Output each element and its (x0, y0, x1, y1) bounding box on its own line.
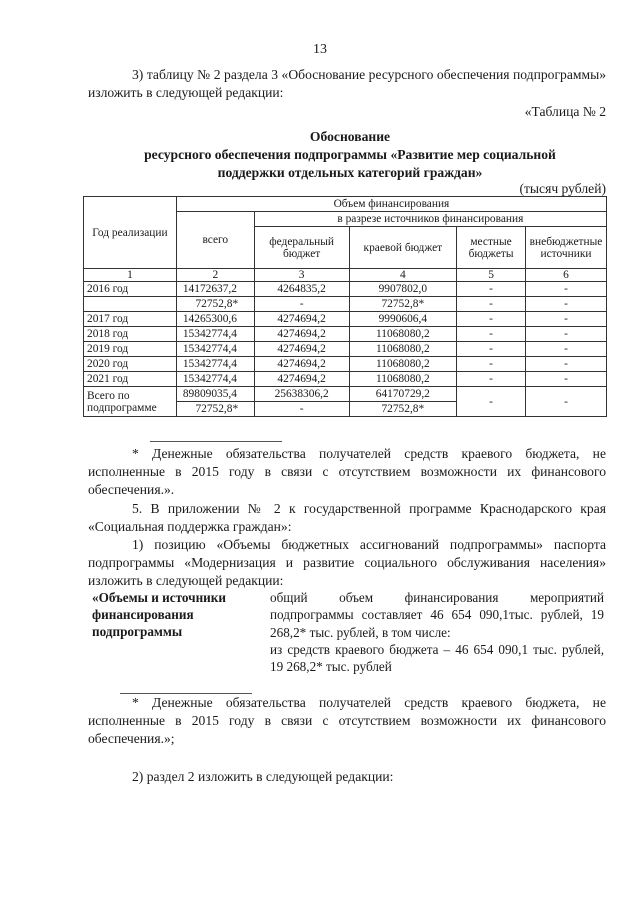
table-row (84, 312, 607, 327)
offbudget-cell: - (525, 312, 606, 327)
passport-text-regional: из средств краевого бюджета – 46 654 090,1 тыс. рублей, 19 268,2* тыс. рублей (270, 641, 604, 675)
header-by-source: в разрезе источников финансирования (254, 212, 606, 227)
year-cell: 2019 год (84, 342, 177, 357)
offbudget-cell: - (525, 387, 606, 417)
federal-cell: - (254, 297, 349, 312)
year-cell: 2020 год (84, 357, 177, 372)
federal-cell: 4274694,2 (254, 312, 349, 327)
paragraph-5: 5. В приложении № 2 к государственной программе Краснодарского края «Социальная поддержка граждан»: (88, 501, 606, 534)
federal-cell: 4274694,2 (254, 357, 349, 372)
federal-cell: 4264835,2 (254, 282, 349, 297)
offbudget-cell: - (525, 297, 606, 312)
total-row (84, 387, 607, 402)
title-line-2: ресурсного обеспечения подпрограммы «Развитие мер социальной (144, 147, 556, 162)
passport-text-total: общий объем финансирования мероприятий подпрограммы составляет 46 654 090,1тыс. рублей, 19 268,2* тыс. рублей, в том числе: (270, 590, 604, 640)
table-row (84, 357, 607, 372)
offbudget-cell: - (525, 372, 606, 387)
regional-cell: 11068080,2 (349, 372, 457, 387)
year-cell: 2018 год (84, 327, 177, 342)
index-cell: 4 (349, 269, 457, 282)
table-row (84, 372, 607, 387)
regional-cell: 11068080,2 (349, 327, 457, 342)
year-cell: 2016 год (84, 282, 177, 297)
index-cell: 5 (457, 269, 526, 282)
passport-label: «Объемы и источники финансирования подпрограммы (92, 590, 226, 639)
header-volume: Объем финансирования (176, 197, 606, 212)
header-regional: краевой бюджет (349, 227, 457, 269)
title-line-1: Обоснование (309, 129, 391, 144)
paragraph-5-2: 2) раздел 2 изложить в следующей редакции: (132, 769, 394, 784)
footnote-1: * Денежные обязательства получателей средств краевого бюджета, не исполненные в 2015 году в связи с отсутствием возможности их финансового обеспечения.». (88, 446, 606, 497)
financing-table (83, 196, 607, 417)
total-cell: 15342774,4 (176, 342, 254, 357)
federal-cell: 25638306,2 (254, 387, 349, 402)
local-cell: - (457, 327, 526, 342)
offbudget-cell: - (525, 282, 606, 297)
table-row (84, 282, 607, 297)
local-cell: - (457, 342, 526, 357)
local-cell: - (457, 387, 526, 417)
total-cell: 15342774,4 (176, 372, 254, 387)
total-cell: 15342774,4 (176, 327, 254, 342)
footnote-rule (150, 441, 282, 442)
total-cell: 15342774,4 (176, 357, 254, 372)
index-cell: 3 (254, 269, 349, 282)
federal-cell: - (254, 402, 349, 417)
total-cell: 72752,8* (176, 402, 254, 417)
header-local: местные бюджеты (457, 227, 526, 269)
index-cell: 6 (525, 269, 606, 282)
paragraph-5-1: 1) позицию «Объемы бюджетных ассигнований подпрограммы» паспорта подпрограммы «Модернизация и развитие социального обслуживания населения» изложить в следующей редакции: (88, 537, 606, 588)
regional-cell: 11068080,2 (349, 342, 457, 357)
total-row-label: Всего по подпрограмме (84, 387, 177, 417)
header-total: всего (176, 212, 254, 269)
title-line-3: поддержки отдельных категорий граждан» (217, 165, 483, 180)
local-cell: - (457, 357, 526, 372)
offbudget-cell: - (525, 327, 606, 342)
local-cell: - (457, 312, 526, 327)
regional-cell: 9907802,0 (349, 282, 457, 297)
federal-cell: 4274694,2 (254, 342, 349, 357)
passport-text (270, 589, 604, 675)
total-cell: 14265300,6 (176, 312, 254, 327)
offbudget-cell: - (525, 342, 606, 357)
regional-cell: 72752,8* (349, 402, 457, 417)
header-federal: федеральный бюджет (254, 227, 349, 269)
regional-cell: 9990606,4 (349, 312, 457, 327)
table-reference: «Таблица № 2 (524, 104, 606, 119)
total-cell: 89809035,4 (176, 387, 254, 402)
total-cell: 14172637,2 (176, 282, 254, 297)
local-cell: - (457, 297, 526, 312)
header-offbudget: внебюджетные источники (525, 227, 606, 269)
regional-cell: 11068080,2 (349, 357, 457, 372)
federal-cell: 4274694,2 (254, 327, 349, 342)
intro-paragraph: 3) таблицу № 2 раздела 3 «Обоснование ресурсного обеспечения подпрограммы» изложить в следующей редакции: (88, 67, 606, 100)
regional-cell: 64170729,2 (349, 387, 457, 402)
page-number: 13 (313, 42, 327, 57)
local-cell: - (457, 282, 526, 297)
federal-cell: 4274694,2 (254, 372, 349, 387)
offbudget-cell: - (525, 357, 606, 372)
regional-cell: 72752,8* (349, 297, 457, 312)
footnote-2: * Денежные обязательства получателей средств краевого бюджета, не исполненные в 2015 году в связи с отсутствием возможности их финансового обеспечения.»; (88, 695, 606, 746)
table-row (84, 342, 607, 357)
header-year: Год реализации (84, 197, 177, 269)
units-label: (тысяч рублей) (519, 181, 606, 196)
year-cell: 2017 год (84, 312, 177, 327)
table-row (84, 297, 607, 312)
index-cell: 2 (176, 269, 254, 282)
year-cell: 2021 год (84, 372, 177, 387)
total-cell: 72752,8* (176, 297, 254, 312)
table-row (84, 327, 607, 342)
index-cell: 1 (84, 269, 177, 282)
year-cell (84, 297, 177, 312)
local-cell: - (457, 372, 526, 387)
